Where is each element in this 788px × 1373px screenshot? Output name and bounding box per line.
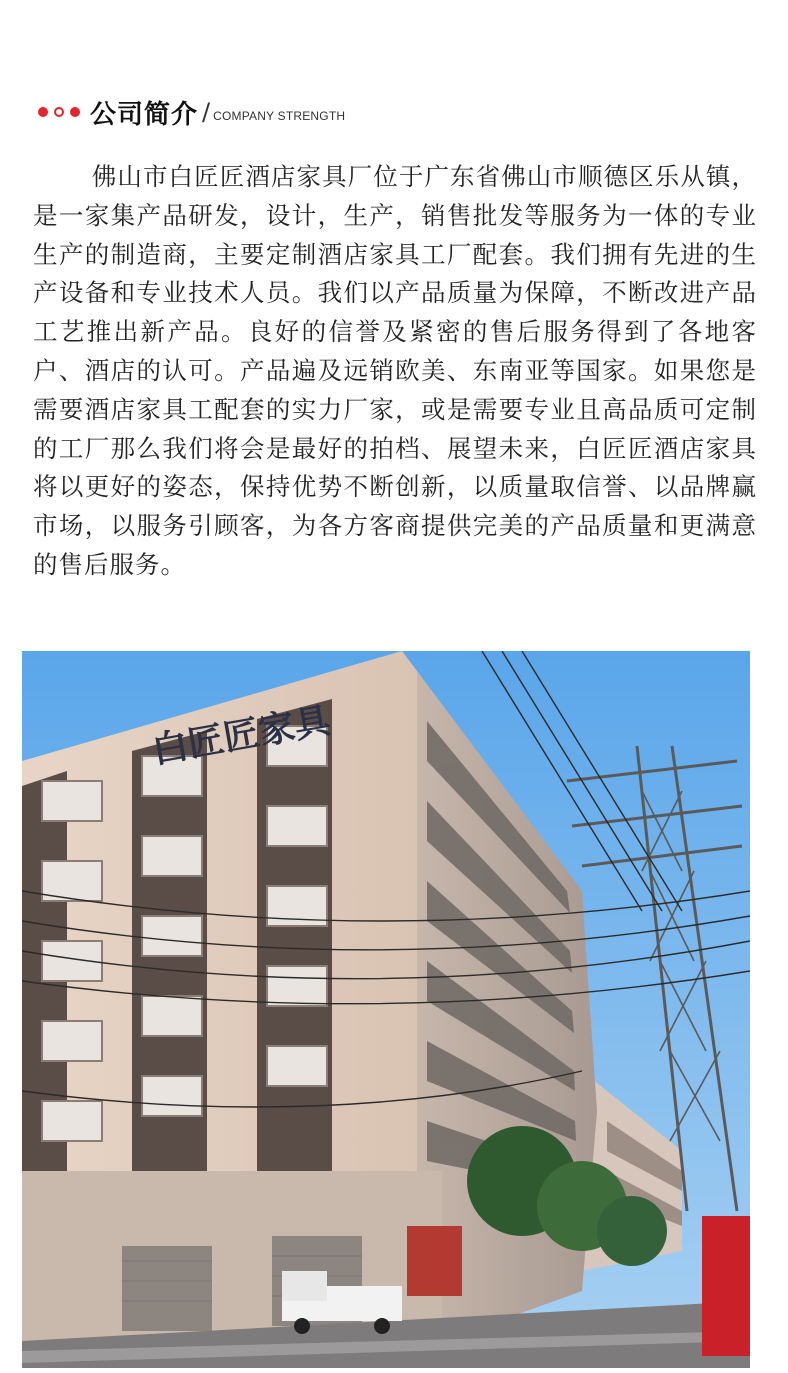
building-sign: 白匠匠家具 [149, 700, 334, 772]
red-ring-icon [54, 107, 64, 117]
factory-building-photo [22, 651, 750, 1368]
section-title: 公司简介 [90, 99, 199, 130]
red-dot-icon [38, 107, 48, 117]
red-dot-icon [70, 107, 80, 117]
title-dots-icon [38, 107, 80, 117]
company-intro-paragraph: 佛山市白匠匠酒店家具厂位于广东省佛山市顺德区乐从镇，是一家集产品研发，设计，生产，销售批发等服务为一体的专业生产的制造商，主要定制酒店家具工厂配套。我们拥有先进的生产设备和专业技术人员。我们以产品质量为保障，不断改进产品工艺推出新产品。良好的信誉及紧密的售后服务得到了各地客户、酒店的认可。产品遍及远销欧美、东南亚等国家。如果您是需要酒店家具工配套的实力厂家，或是需要专业且高品质可定制的工厂那么我们将会是最好的拍档、展望未来，白匠匠酒店家具将以更好的姿态，保持优势不断创新，以质量取信誉、以品牌赢市场，以服务引顾客，为各方客商提供完美的产品质量和更满意的售后服务。 [33, 162, 757, 579]
title-divider: / [202, 98, 211, 126]
section-subtitle: COMPANY STRENGTH [213, 109, 346, 123]
section-header [38, 94, 345, 130]
